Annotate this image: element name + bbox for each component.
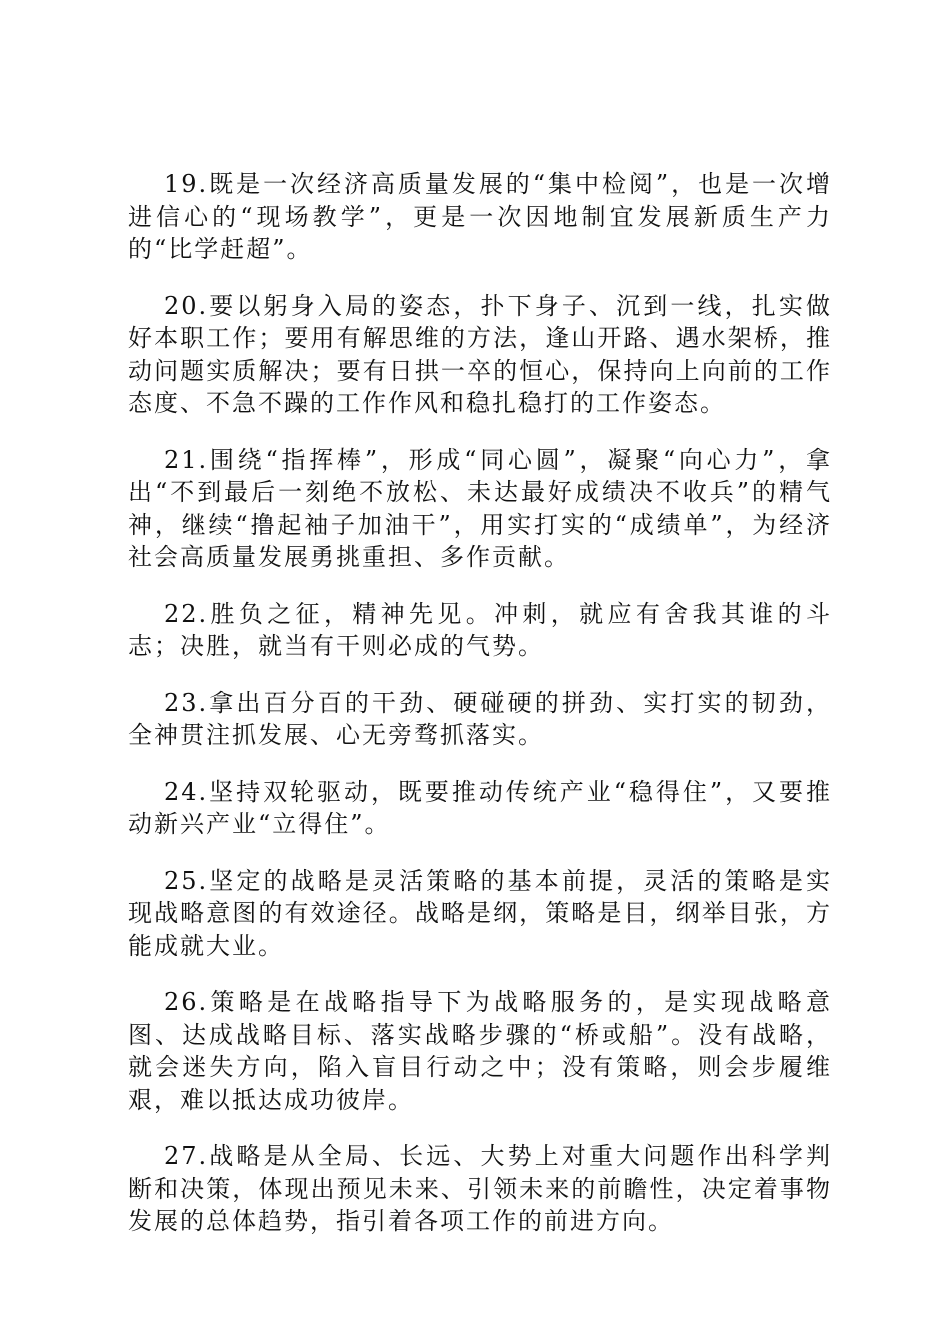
paragraph-27: 27.战略是从全局、长远、大势上对重大问题作出科学判断和决策，体现出预见未来、引领未来的前瞻性，决定着事物发展的总体趋势，指引着各项工作的前进方向。: [128, 1142, 832, 1235]
paragraph-19: 19.既是一次经济高质量发展的“集中检阅”，也是一次增进信心的“现场教学”，更是一次因地制宜发展新质生产力的“比学赶超”。: [128, 170, 832, 263]
paragraph-25: 25.坚定的战略是灵活策略的基本前提，灵活的策略是实现战略意图的有效途径。战略是纲，策略是目，纲举目张，方能成就大业。: [128, 866, 832, 960]
paragraph-20: 20.要以躬身入局的姿态，扑下身子、沉到一线，扎实做好本职工作；要用有解思维的方法，逢山开路、遇水架桥，推动问题实质解决；要有日拱一卒的恒心，保持向上向前的工作态度、不急不躁的工作作风和稳扎稳打的工作姿态。: [128, 291, 832, 417]
paragraph-24: 24.坚持双轮驱动，既要推动传统产业“稳得住”，又要推动新兴产业“立得住”。: [128, 777, 832, 838]
paragraph-22: 22.胜负之征，精神先见。冲刺，就应有舍我其谁的斗志；决胜，就当有干则必成的气势。: [128, 599, 832, 660]
document-body: [128, 168, 832, 1262]
paragraph-26: 26.策略是在战略指导下为战略服务的，是实现战略意图、达成战略目标、落实战略步骤的“桥或船”。没有战略，就会迷失方向，陷入盲目行动之中；没有策略，则会步履维艰，难以抵达成功彼岸。: [128, 988, 832, 1114]
paragraph-23: 23.拿出百分百的干劲、硬碰硬的拼劲、实打实的韧劲，全神贯注抓发展、心无旁骛抓落实。: [128, 688, 832, 749]
paragraph-21: 21.围绕“指挥棒”，形成“同心圆”，凝聚“向心力”，拿出“不到最后一刻绝不放松、未达最好成绩决不收兵”的精气神，继续“撸起袖子加油干”，用实打实的“成绩单”，为经济社会高质量发展勇挑重担、多作贡献。: [128, 445, 832, 571]
